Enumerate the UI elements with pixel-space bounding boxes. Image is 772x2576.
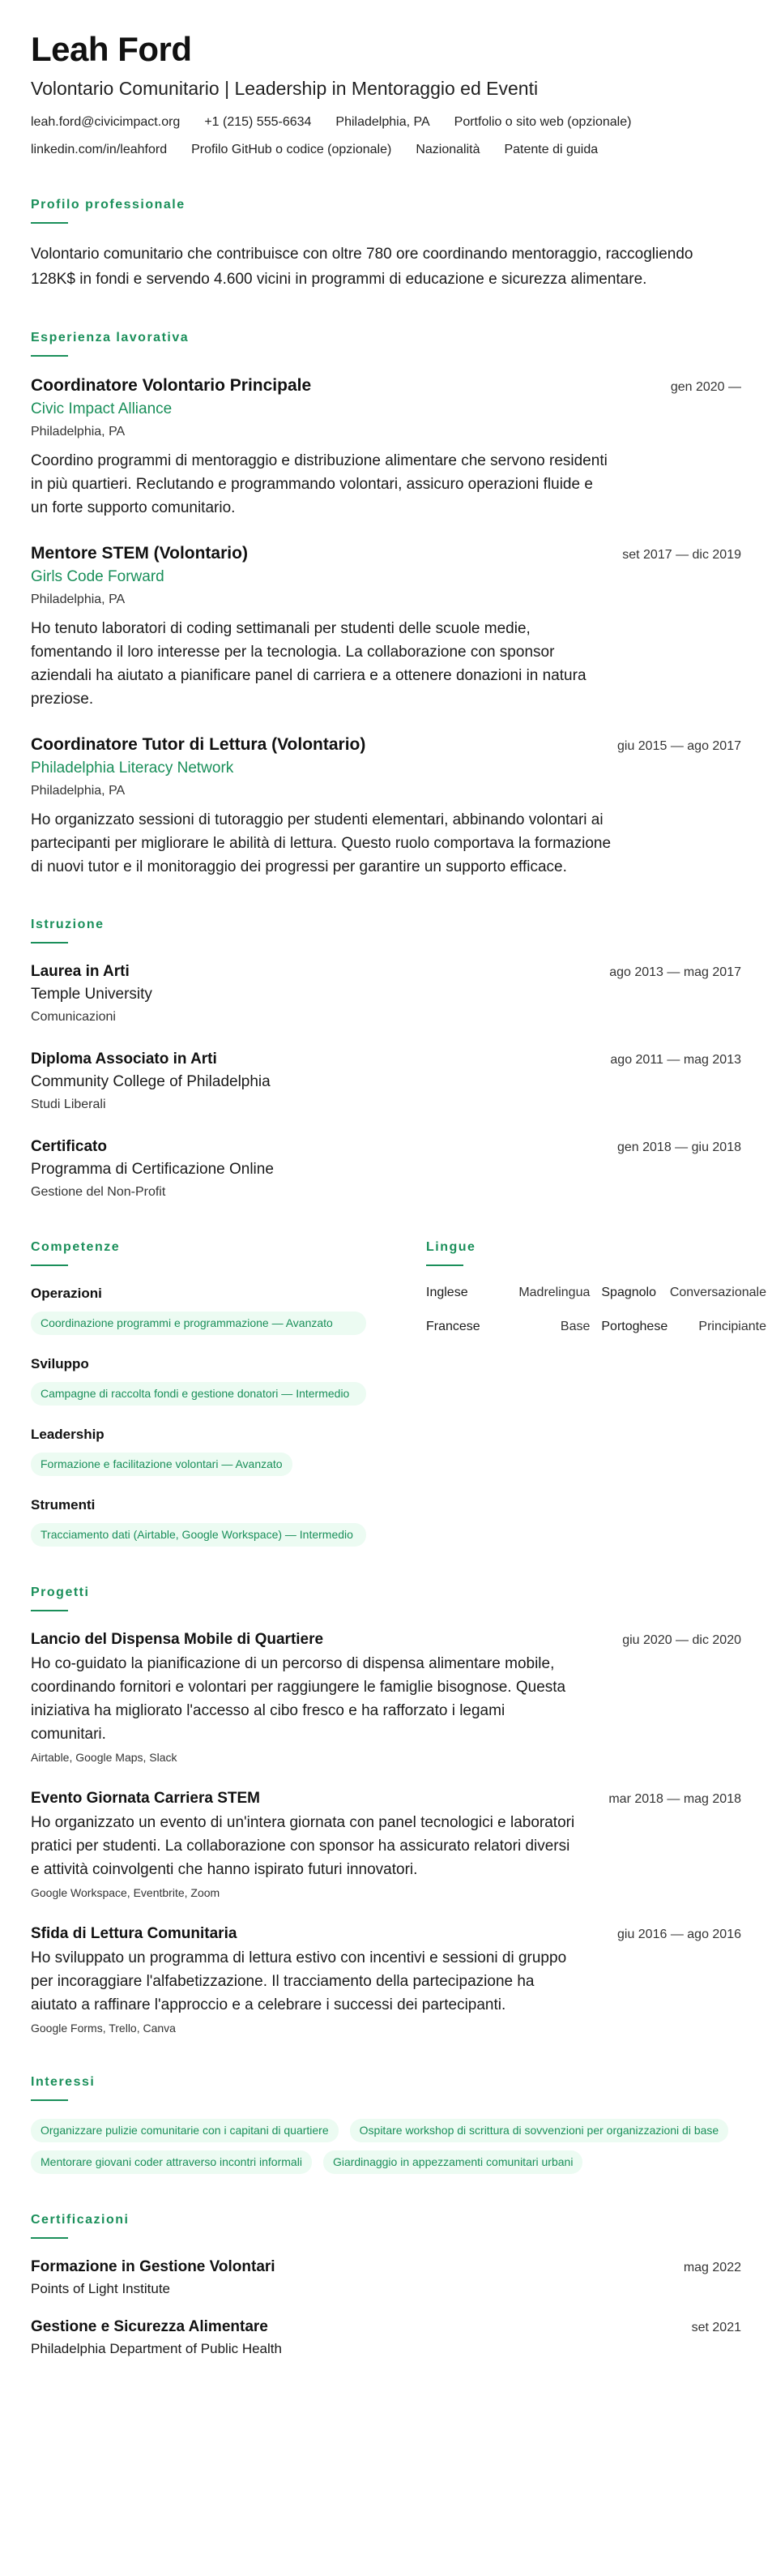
contact-nationality: Nazionalità — [416, 143, 480, 156]
project-description: Ho sviluppato un programma di lettura estivo con incentivi e sessioni di gruppo per incoraggiare l'alfabetizzazione. Il tracciamento della partecipazione ha aiutato a raffinare l'approccio e a celebrare i successi dei partecipanti. — [31, 1949, 567, 2013]
section-title: Competenze — [31, 1240, 121, 1254]
education-school: Temple University — [31, 986, 152, 1003]
experience-item — [31, 374, 741, 520]
section-projects — [31, 1584, 741, 2036]
job-title: Coordinatore Volontario Principale — [31, 376, 312, 395]
certification-issuer: Points of Light Institute — [31, 2281, 170, 2296]
education-date: ago 2013 — mag 2017 — [609, 965, 741, 979]
project-description: Ho co-guidato la pianificazione di un percorso di dispensa alimentare mobile, coordinando fornitori e volontari per raggiungere le famiglie bisognose. Questa iniziativa ha migliorato l'accesso al cibo fresco e ha rafforzato i legami comunitari. — [31, 1655, 566, 1743]
education-date: gen 2018 — giu 2018 — [616, 1140, 741, 1154]
education-field: Studi Liberali — [31, 1098, 106, 1111]
job-location: Philadelphia, PA — [31, 425, 126, 439]
interest-chip: Ospitare workshop di scrittura di sovvenzioni per organizzazioni di base — [350, 2119, 729, 2142]
project-tools: Google Workspace, Eventbrite, Zoom — [31, 1886, 220, 1899]
project-item — [31, 1923, 741, 2036]
job-title: Mentore STEM (Volontario) — [31, 544, 248, 563]
project-description: Ho organizzato un evento di un'intera giornata con panel tecnologici e laboratori pratici per studenti. La collaborazione con sponsor ha assicurato relatori diversi e attività coinvolgenti che hanno ispirato futuri innovatori. — [31, 1814, 575, 1878]
section-divider — [426, 1264, 463, 1266]
section-title: Lingue — [426, 1240, 476, 1254]
certification-date: set 2021 — [691, 2321, 741, 2334]
language-row — [426, 1318, 766, 1352]
job-location: Philadelphia, PA — [31, 784, 126, 798]
experience-item — [31, 542, 741, 711]
certification-title: Gestione e Sicurezza Alimentare — [31, 2318, 268, 2335]
skill-group — [31, 1354, 366, 1406]
project-title: Lancio del Dispensa Mobile di Quartiere — [31, 1631, 324, 1648]
skill-chip: Coordinazione programmi e programmazione — Avanzato — [31, 1312, 366, 1335]
education-degree: Certificato — [31, 1138, 107, 1155]
skill-chip: Formazione e facilitazione volontari — Avanzato — [31, 1453, 292, 1476]
contact-portfolio[interactable]: Portfolio o sito web (opzionale) — [454, 115, 632, 129]
job-title: Coordinatore Tutor di Lettura (Volontario) — [31, 735, 366, 754]
language-name: Francese — [426, 1320, 480, 1333]
education-item — [31, 1049, 741, 1114]
certification-item — [31, 2257, 741, 2299]
education-school: Programma di Certificazione Online — [31, 1161, 274, 1178]
section-divider — [31, 222, 68, 224]
candidate-headline: Volontario Comunitario | Leadership in Mentoraggio ed Eventi — [31, 78, 539, 99]
skill-category: Strumenti — [31, 1497, 96, 1513]
language-name: Spagnolo — [601, 1286, 656, 1299]
section-title: Istruzione — [31, 918, 104, 931]
project-date: giu 2020 — dic 2020 — [622, 1633, 741, 1647]
contact-phone[interactable]: +1 (215) 555-6634 — [204, 115, 312, 129]
section-languages — [426, 1239, 766, 1547]
section-experience — [31, 329, 741, 879]
candidate-name: Leah Ford — [31, 30, 192, 68]
section-title: Certificazioni — [31, 2213, 130, 2227]
resume-header — [31, 29, 741, 159]
section-divider — [31, 1610, 68, 1611]
contact-location: Philadelphia, PA — [335, 115, 430, 129]
skill-category: Leadership — [31, 1427, 104, 1442]
certification-title: Formazione in Gestione Volontari — [31, 2258, 275, 2275]
language-level: Principiante — [698, 1320, 766, 1333]
section-title: Esperienza lavorativa — [31, 331, 190, 344]
language-name: Inglese — [426, 1286, 468, 1299]
section-certifications — [31, 2211, 741, 2359]
section-skills — [31, 1239, 366, 1547]
project-date: giu 2016 — ago 2016 — [616, 1928, 741, 1941]
summary-text: Volontario comunitario che contribuisce con oltre 780 ore coordinando mentoraggio, raccogliendo 128K$ in fondi e servendo 4.600 vicini in programmi di educazione e sicurezza alimentare. — [31, 246, 693, 288]
experience-item — [31, 734, 741, 879]
section-education — [31, 916, 741, 1201]
project-title: Sfida di Lettura Comunitaria — [31, 1925, 237, 1942]
job-date: gen 2020 — — [670, 380, 741, 394]
skill-chip: Tracciamento dati (Airtable, Google Workspace) — Intermedio — [31, 1523, 366, 1547]
language-level: Base — [560, 1320, 591, 1333]
section-divider — [31, 942, 68, 944]
section-divider — [31, 2237, 68, 2239]
contact-driving-license: Patente di guida — [504, 143, 599, 156]
section-title: Profilo professionale — [31, 198, 186, 212]
languages-table — [426, 1284, 766, 1352]
language-level: Conversazionale — [669, 1286, 766, 1299]
project-date: mar 2018 — mag 2018 — [608, 1792, 741, 1806]
section-divider — [31, 355, 68, 357]
skill-category: Sviluppo — [31, 1356, 89, 1371]
section-divider — [31, 2099, 68, 2101]
education-degree: Laurea in Arti — [31, 963, 130, 980]
skills-languages-row — [31, 1239, 766, 1547]
contact-linkedin[interactable]: linkedin.com/in/leahford — [31, 143, 168, 156]
job-date: giu 2015 — ago 2017 — [616, 739, 741, 753]
language-row — [426, 1284, 766, 1318]
education-degree: Diploma Associato in Arti — [31, 1051, 217, 1068]
certification-issuer: Philadelphia Department of Public Health — [31, 2341, 282, 2356]
job-description: Coordino programmi di mentoraggio e distribuzione alimentare che servono residenti in più quartieri. Reclutando e programmando volontari, assicuro operazioni fluide e un forte supporto comunitario. — [31, 452, 608, 516]
job-description: Ho organizzato sessioni di tutoraggio per studenti elementari, abbinando volontari ai partecipanti per migliorare le abilità di lettura. Questo ruolo comportava la formazione di nuovi tutor e il monitoraggio dei progressi per garantire un supporto efficace. — [31, 811, 612, 875]
job-organization: Philadelphia Literacy Network — [31, 760, 234, 777]
job-organization: Girls Code Forward — [31, 568, 164, 585]
education-school: Community College of Philadelphia — [31, 1073, 271, 1090]
section-interests — [31, 2073, 741, 2174]
project-title: Evento Giornata Carriera STEM — [31, 1790, 260, 1807]
certification-item — [31, 2317, 741, 2359]
interests-list — [31, 2111, 741, 2174]
interest-chip: Organizzare pulizie comunitarie con i capitani di quartiere — [31, 2119, 339, 2142]
section-title: Progetti — [31, 1585, 90, 1599]
education-field: Comunicazioni — [31, 1010, 116, 1024]
skill-chip: Campagne di raccolta fondi e gestione donatori — Intermedio — [31, 1382, 366, 1406]
education-field: Gestione del Non-Profit — [31, 1185, 166, 1199]
project-item — [31, 1788, 741, 1901]
job-location: Philadelphia, PA — [31, 593, 126, 606]
education-date: ago 2011 — mag 2013 — [610, 1053, 741, 1067]
language-level: Madrelingua — [518, 1286, 591, 1299]
interest-chip: Giardinaggio in appezzamenti comunitari urbani — [323, 2150, 583, 2174]
certification-date: mag 2022 — [683, 2261, 741, 2274]
project-tools: Airtable, Google Maps, Slack — [31, 1751, 177, 1764]
section-summary — [31, 196, 741, 292]
section-title: Interessi — [31, 2075, 96, 2089]
section-divider — [31, 1264, 68, 1266]
project-item — [31, 1629, 741, 1765]
skill-group — [31, 1496, 366, 1547]
job-description: Ho tenuto laboratori di coding settimanali per studenti delle scuole medie, fomentando il loro interesse per la tecnologia. La collaborazione con sponsor aziendali ha aiutato a pianificare panel di carriera e a ottenere donazioni in natura preziose. — [31, 620, 586, 708]
skill-group — [31, 1425, 366, 1476]
skill-group — [31, 1284, 366, 1335]
education-item — [31, 1136, 741, 1201]
contact-email[interactable]: leah.ford@civicimpact.org — [31, 115, 181, 129]
language-name: Portoghese — [601, 1320, 668, 1333]
project-tools: Google Forms, Trello, Canva — [31, 2022, 176, 2035]
contact-info — [31, 113, 741, 159]
contact-github[interactable]: Profilo GitHub o codice (opzionale) — [191, 143, 392, 156]
education-item — [31, 961, 741, 1026]
interest-chip: Mentorare giovani coder attraverso incontri informali — [31, 2150, 312, 2174]
skill-category: Operazioni — [31, 1286, 102, 1301]
job-date: set 2017 — dic 2019 — [622, 548, 741, 562]
job-organization: Civic Impact Alliance — [31, 400, 173, 417]
